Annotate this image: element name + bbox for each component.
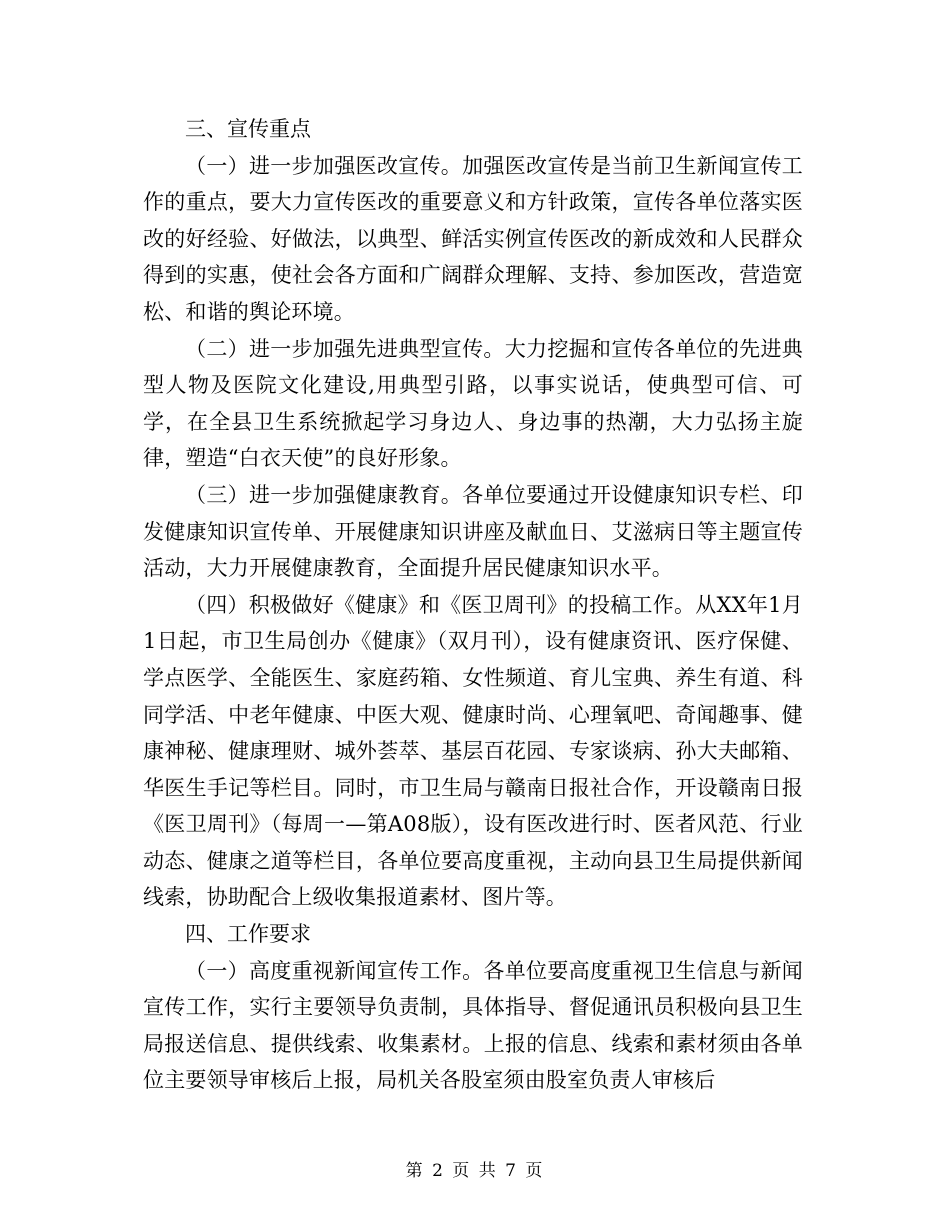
section-heading-work-requirements: 四、工作要求 bbox=[185, 922, 311, 947]
paragraph-advanced-models: （二）进一步加强先进典型宣传。大力挖掘和宣传各单位的先进典型人物及医院文化建设,用典型引路，以事实说话，使典型可信、可学，在全县卫生系统掀起学习身边人、身边事的热潮，大力弘扬主旋律，塑造“白衣天使”的良好形象。 bbox=[143, 336, 803, 471]
document-body bbox=[143, 111, 803, 1099]
section-heading-publicity-focus: 三、宣传重点 bbox=[185, 117, 311, 141]
paragraph-medical-reform: （一）进一步加强医改宣传。加强医改宣传是当前卫生新闻宣传工作的重点，要大力宣传医改的重要意义和方针政策，宣传各单位落实医改的好经验、好做法，以典型、鲜活实例宣传医改的新成效和人民群众得到的实惠，使社会各方面和广阔群众理解、支持、参加医改，营造宽松、和谐的舆论环境。 bbox=[143, 153, 803, 324]
paragraph-attach-importance: （一）高度重视新闻宣传工作。各单位要高度重视卫生信息与新闻宣传工作，实行主要领导负责制，具体指导、督促通讯员积极向县卫生局报送信息、提供线索、收集素材。上报的信息、线索和素材须由各单位主要领导审核后上报，局机关各股室须由股室负责人审核后 bbox=[143, 958, 803, 1093]
paragraph-submissions: （四）积极做好《健康》和《医卫周刊》的投稿工作。从XX年1月1日起，市卫生局创办《健康》（双月刊），设有健康资讯、医疗保健、学点医学、全能医生、家庭药箱、女性频道、育儿宝典、养生有道、科同学活、中老年健康、中医大观、健康时尚、心理氧吧、奇闻趣事、健康神秘、健康理财、城外荟萃、基层百花园、专家谈病、孙大夫邮箱、华医生手记等栏目。同时，市卫生局与赣南日报社合作，开设赣南日报《医卫周刊》（每周一—第A08版），设有医改进行时、医者风范、行业动态、健康之道等栏目，各单位要高度重视，主动向县卫生局提供新闻线索，协助配合上级收集报道素材、图片等。 bbox=[143, 592, 803, 910]
paragraph-health-education: （三）进一步加强健康教育。各单位要通过开设健康知识专栏、印发健康知识宣传单、开展健康知识讲座及献血日、艾滋病日等主题宣传活动，大力开展健康教育，全面提升居民健康知识水平。 bbox=[143, 482, 803, 581]
page-number: 第 2 页 共 7 页 bbox=[405, 1161, 545, 1181]
